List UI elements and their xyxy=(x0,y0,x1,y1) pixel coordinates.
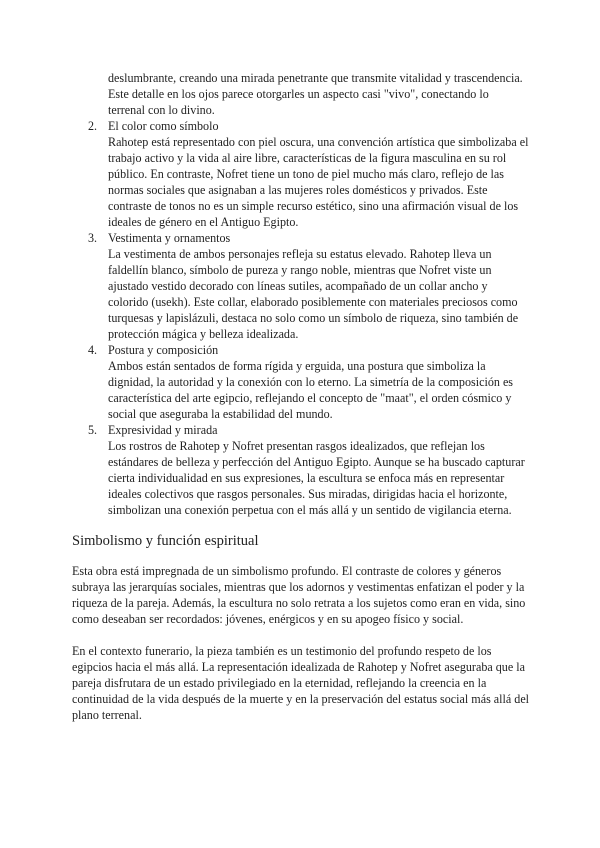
list-item xyxy=(0,422,600,518)
list-item-title: Vestimenta y ornamentos xyxy=(108,231,231,245)
list-item-title: El color como símbolo xyxy=(108,119,219,133)
list-item xyxy=(0,118,600,230)
list-item-number: 5. xyxy=(88,423,98,437)
list-item-number: 3. xyxy=(88,231,98,245)
list-item-text: Ambos están sentados de forma rígida y erguida, una postura que simboliza la dignidad, la autoridad y la conexión con lo eterno. La simetría de la composición es característica del arte egipcio, reflejando el concepto de "maat", el orden cósmico y social que aseguraba la estabilidad del mundo. xyxy=(108,359,514,421)
list-item xyxy=(0,230,600,342)
list-item-number: 4. xyxy=(88,343,98,357)
section-heading: Simbolismo y función espiritual xyxy=(72,533,259,549)
list-item-title: Expresividad y mirada xyxy=(108,423,218,437)
list-item-text: La vestimenta de ambos personajes refleja su estatus elevado. Rahotep lleva un faldellín blanco, símbolo de pureza y rango noble, mientras que Nofret viste un ajustado vestido decorado con líneas sutiles, acompañado de un collar ancho y colorido (usekh). Este collar, elaborado posiblemente con materiales preciosos como turquesas y lapislázuli, destaca no solo como un símbolo de riqueza, sino también de protección mágica y belleza idealizada. xyxy=(108,247,519,341)
list-item-text: Rahotep está representado con piel oscura, una convención artística que simbolizaba el trabajo activo y la vida al aire libre, características de la figura masculina en su rol público. En contraste, Nofret tiene un tono de piel mucho más claro, reflejo de las normas sociales que asignaban a las mujeres roles domésticos y privados. Este contraste de tonos no es un simple recurso estético, sino una afirmación visual de los ideales de género en el Antiguo Egipto. xyxy=(108,135,529,229)
section-paragraph: En el contexto funerario, la pieza también es un testimonio del profundo respeto de los egipcios hacia el más allá. La representación idealizada de Rahotep y Nofret aseguraba que la pareja disfrutara de un estado privilegiado en la eternidad, reflejando la creencia en la continuidad de la vida después de la muerte y en la preservación del estatus social más allá del plano terrenal. xyxy=(72,644,530,722)
section-paragraph: Esta obra está impregnada de un simbolismo profundo. El contraste de colores y géneros subraya las jerarquías sociales, mientras que los adornos y vestimentas enfatizan el poder y la riqueza de la pareja. Además, la escultura no solo retrata a los sujetos como eran en vida, sino como deseaban ser recordados: jóvenes, enérgicos y en su apogeo físico y social. xyxy=(72,564,526,626)
list-item-number: 2. xyxy=(88,119,98,133)
list-item-title: Postura y composición xyxy=(108,343,219,357)
list-item-text: Los rostros de Rahotep y Nofret presentan rasgos idealizados, que reflejan los estándares de belleza y perfección del Antiguo Egipto. Aunque se ha buscado capturar cierta individualidad en sus expresiones, la escultura se enfoca más en representar ideales colectivos que rasgos personales. Sus miradas, dirigidas hacia el horizonte, simbolizan una conexión perpetua con el más allá y un sentido de vigilancia eterna. xyxy=(108,439,525,517)
list-item xyxy=(0,342,600,422)
numbered-list xyxy=(0,70,600,518)
list-item-continuation: deslumbrante, creando una mirada penetrante que transmite vitalidad y trascendencia. Este detalle en los ojos parece otorgarles un aspecto casi "vivo", conectando lo terrenal con lo divino. xyxy=(108,71,523,117)
